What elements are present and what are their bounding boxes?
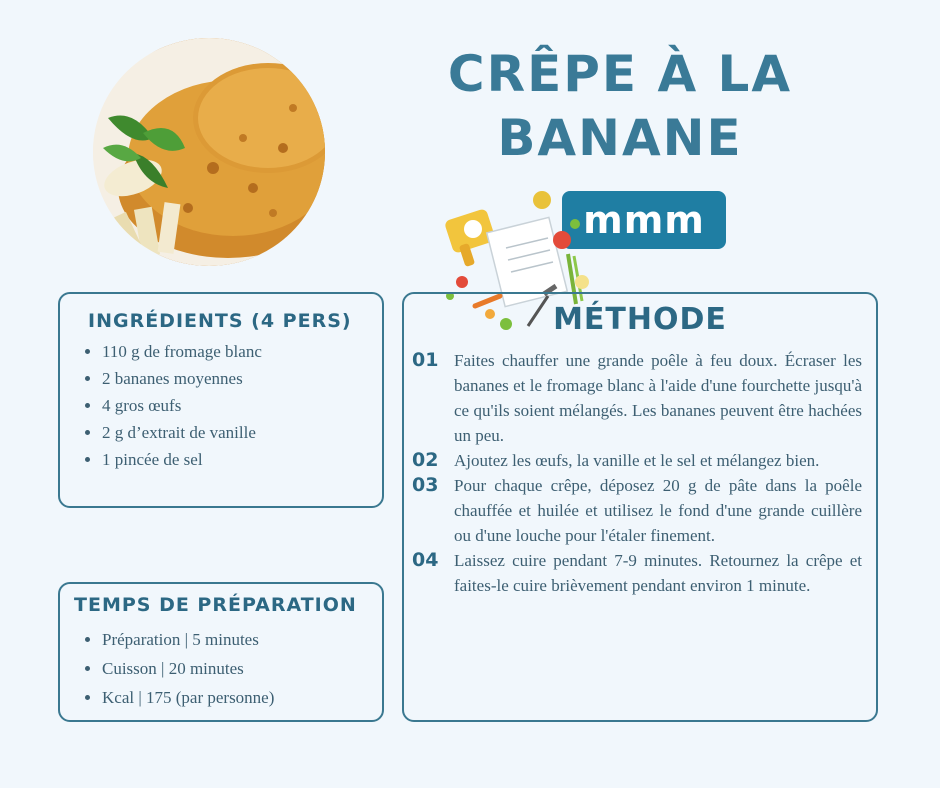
method-step [412, 448, 862, 473]
step-number: 03 [412, 474, 439, 496]
ingredients-heading: INGRÉDIENTS (4 PERS) [88, 310, 352, 332]
method-heading: MÉTHODE [553, 302, 727, 337]
method-box [402, 292, 878, 722]
prep-time-box [58, 582, 384, 722]
list-item: • 2 g d’extrait de vanille [102, 419, 262, 446]
step-number: 02 [412, 449, 439, 471]
step-text: Laissez cuire pendant 7-9 minutes. Retournez la crêpe et faites-le cuire brièvement pendant environ 1 minute. [454, 551, 862, 595]
list-item: • Cuisson | 20 minutes [102, 654, 274, 683]
step-text: Pour chaque crêpe, déposez 20 g de pâte dans la poêle chauffée et huilée et utilisez le fond d'une grande cuillère ou d'une louche pour l'étaler finement. [454, 476, 862, 545]
list-item: • Préparation | 5 minutes [102, 625, 274, 654]
step-number: 01 [412, 349, 439, 371]
ingredients-list [60, 338, 262, 473]
mmm-badge: mmm [562, 191, 726, 249]
list-item: • 4 gros œufs [102, 392, 262, 419]
method-step [412, 473, 862, 548]
step-number: 04 [412, 549, 439, 571]
step-text: Ajoutez les œufs, la vanille et le sel et mélangez bien. [454, 451, 820, 470]
recipe-title: CRÊPE À LA BANANE [447, 45, 793, 167]
list-item: • 1 pincée de sel [102, 446, 262, 473]
method-step [412, 548, 862, 598]
prep-list [60, 625, 274, 712]
prep-heading: TEMPS DE PRÉPARATION [74, 594, 357, 616]
list-item: • 2 bananes moyennes [102, 365, 262, 392]
step-text: Faites chauffer une grande poêle à feu doux. Écraser les bananes et le fromage blanc à l'aide d'une fourchette jusqu'à ce qu'ils soient mélangés. Les bananes peuvent être hachées un peu. [454, 351, 862, 445]
method-step [412, 348, 862, 448]
method-steps [412, 348, 862, 598]
pancake-photo [93, 38, 325, 266]
ingredients-box [58, 292, 384, 508]
list-item: • 110 g de fromage blanc [102, 338, 262, 365]
list-item: • Kcal | 175 (par personne) [102, 683, 274, 712]
